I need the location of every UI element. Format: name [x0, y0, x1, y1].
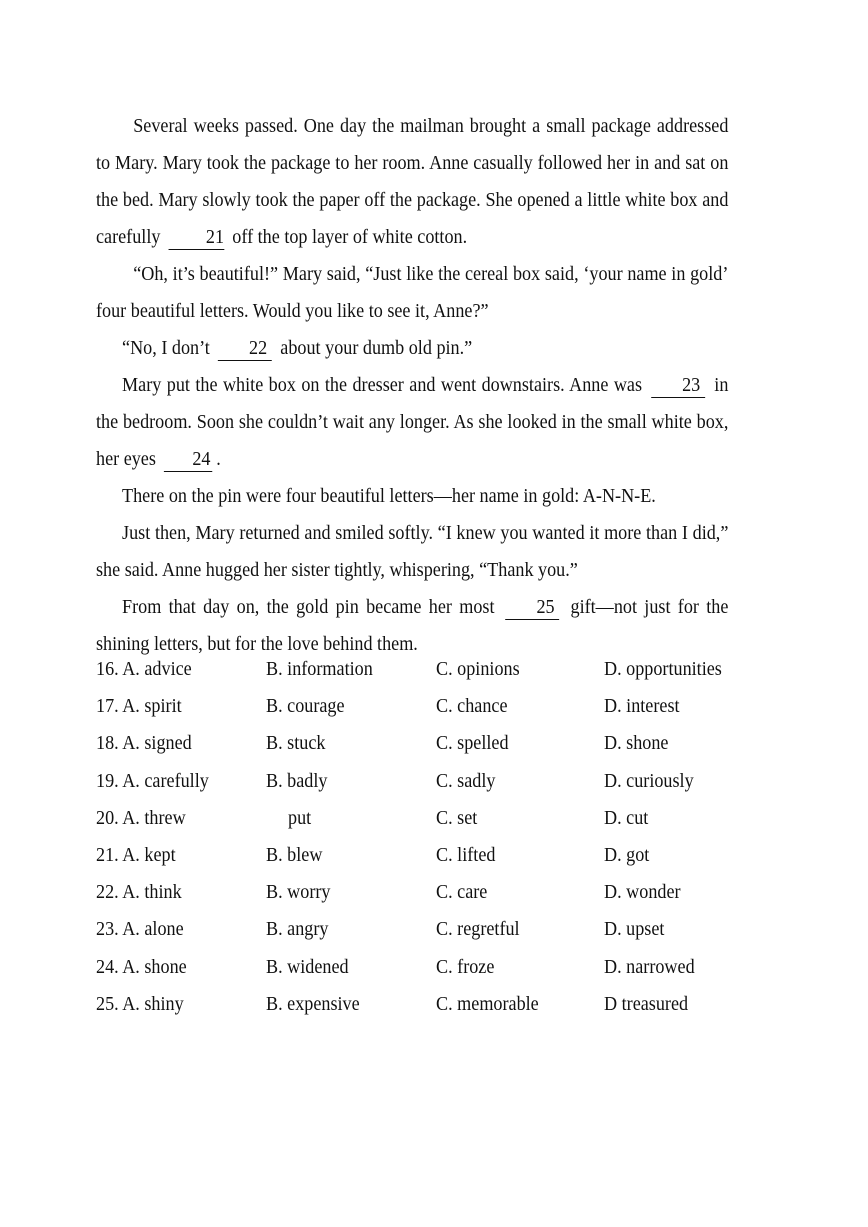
option-d: D. narrowed: [604, 956, 695, 978]
paragraph-4-before: Mary put the white box on the dresser and went downstairs. Anne was: [122, 375, 643, 396]
option-row: [96, 659, 796, 696]
option-a: [96, 771, 209, 793]
option-a-text: A. shiny: [122, 993, 184, 1015]
option-c: C. set: [436, 807, 478, 829]
option-b: put: [288, 807, 312, 829]
option-a-text: A. carefully: [122, 770, 209, 792]
question-number: 19.: [96, 770, 119, 792]
paragraph-7: [96, 589, 728, 663]
option-a: [96, 994, 184, 1016]
paragraph-3: [96, 330, 728, 367]
option-row: [96, 771, 796, 808]
paragraph-5-text: There on the pin were four beautiful letters—her name in gold: A-N-N-E.: [122, 486, 656, 507]
option-row: [96, 845, 796, 882]
paragraph-1-text: Several weeks passed. One day the mailman brought a small package addressed to Mary. Mary took the package to her room. Anne casually followed her in and sat on the bed. Mary slowly took the paper off the package. She opened a little white box and carefully: [96, 116, 729, 248]
paragraph-4-middle: in the bedroom. Soon she couldn’t wait any longer. As she looked in the small white box, her eyes: [96, 375, 729, 470]
question-number: 20.: [96, 807, 119, 829]
blank-22: 22: [218, 338, 272, 361]
paragraph-6-text: Just then, Mary returned and smiled softly. “I knew you wanted it more than I did,” she said. Anne hugged her sister tightly, whispering, “Thank you.”: [96, 523, 729, 581]
option-c: C. spelled: [436, 733, 509, 755]
option-a: [96, 845, 176, 867]
option-a: [96, 919, 184, 941]
option-d: D. upset: [604, 919, 665, 941]
option-b: B. widened: [266, 956, 349, 978]
option-c: C. chance: [436, 696, 508, 718]
blank-21: 21: [169, 227, 224, 250]
blank-23: 23: [651, 375, 705, 398]
paragraph-5: [96, 478, 728, 515]
option-row: [96, 919, 796, 956]
question-number: 24.: [96, 956, 119, 978]
option-a-text: A. advice: [122, 659, 192, 680]
option-a-text: A. think: [122, 882, 182, 904]
question-number: 21.: [96, 844, 119, 866]
question-number: 23.: [96, 919, 119, 941]
option-row: [96, 733, 796, 770]
option-d: D. opportunities: [604, 659, 722, 680]
option-b: B. blew: [266, 844, 323, 866]
option-b: B. information: [266, 659, 373, 680]
option-d: D. shone: [604, 733, 669, 755]
option-row: [96, 994, 796, 1031]
question-number: 25.: [96, 993, 119, 1015]
option-c: C. regretful: [436, 919, 520, 941]
option-c: C. opinions: [436, 659, 520, 680]
option-a: [96, 659, 192, 681]
paragraph-6: [96, 515, 728, 589]
paragraph-4: [96, 367, 728, 478]
option-b: B. stuck: [266, 733, 326, 755]
paragraph-7-after: gift—not just for the shining letters, but for the love behind them.: [96, 597, 729, 655]
option-row: [96, 808, 796, 845]
option-a-text: A. alone: [122, 919, 184, 941]
option-d: D. cut: [604, 807, 649, 829]
option-d: D. got: [604, 844, 650, 866]
option-a: [96, 733, 192, 755]
answer-options: [96, 659, 796, 1031]
paragraph-2: [96, 256, 728, 330]
blank-25: 25: [506, 597, 560, 620]
question-number: 22.: [96, 882, 119, 904]
option-a: [96, 696, 182, 718]
paragraph-2-text: “Oh, it’s beautiful!” Mary said, “Just like the cereal box said, ‘your name in gold’ four beautiful letters. Would you like to see it, Anne?”: [96, 264, 729, 322]
option-d: D. wonder: [604, 882, 681, 904]
option-row: [96, 957, 796, 994]
question-number: 18.: [96, 733, 119, 755]
paragraph-1: [96, 108, 728, 256]
option-d: D. curiously: [604, 770, 694, 792]
option-row: [96, 882, 796, 919]
paragraph-4-after: .: [216, 449, 221, 470]
option-c: C. froze: [436, 956, 495, 978]
option-b: B. badly: [266, 770, 328, 792]
option-c: C. memorable: [436, 993, 539, 1015]
option-a-text: A. signed: [122, 733, 192, 755]
option-b: B. courage: [266, 696, 345, 718]
option-row: [96, 696, 796, 733]
option-a-text: A. kept: [122, 844, 176, 866]
option-c: C. care: [436, 882, 488, 904]
option-a-text: A. spirit: [122, 696, 182, 718]
option-a: [96, 882, 182, 904]
option-a-text: A. threw: [122, 807, 186, 829]
option-a: [96, 808, 186, 830]
question-number: 17.: [96, 696, 119, 718]
option-a: [96, 957, 187, 979]
option-b: B. angry: [266, 919, 329, 941]
option-c: C. lifted: [436, 844, 496, 866]
paragraph-1-after: off the top layer of white cotton.: [232, 227, 468, 248]
paragraph-3-after: about your dumb old pin.”: [280, 338, 473, 359]
option-b: B. worry: [266, 882, 331, 904]
option-b: B. expensive: [266, 993, 360, 1015]
paragraph-3-before: “No, I don’t: [122, 338, 210, 359]
option-d: D treasured: [604, 993, 689, 1015]
option-c: C. sadly: [436, 770, 496, 792]
reading-passage: [96, 108, 728, 663]
question-number: 16.: [96, 659, 119, 680]
option-d: D. interest: [604, 696, 680, 718]
option-a-text: A. shone: [122, 956, 187, 978]
blank-24: 24: [164, 449, 212, 472]
paragraph-7-before: From that day on, the gold pin became her most: [122, 597, 495, 618]
